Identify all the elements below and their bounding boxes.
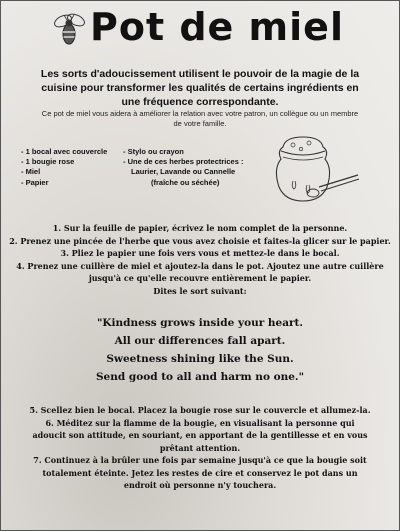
final-steps-section (29, 404, 371, 492)
ingredients-list-right (123, 147, 243, 188)
ingredient-item: - 1 bougie rose (21, 157, 75, 167)
honey-jar-icon (263, 129, 363, 209)
step-1: 1. Sur la feuille de papier, écrivez le nom complet de la personne. (52, 223, 348, 233)
step-7: 7. Continuez à la brûler une fois par semaine jusqu'à ce que la bougie soit totalement éteinte. Jetez les restes de cire et conservez le pot dans un endroit où personne n'y touchera. (33, 455, 367, 490)
step-2: 2. Prenez une pincée de l'herbe que vous avez choisie et faites-la glicer sur le papier. (9, 235, 391, 246)
step-6: 6. Méditez sur la flamme de la bougie, en visualisant la personne qui adoucit son attitude, en souriant, en apportant de la gentillesse et en vous prêtant attention. (32, 417, 368, 453)
spell-text (1, 314, 399, 386)
spell-intro: Dites le sort suivant: (153, 285, 247, 296)
step-4: 4. Prenez une cuillère de miel et ajoutez-la dans le pot. Ajoutez une autre cuillère jusqu'à ce qu'elle recouvre entièrement le papier. (16, 260, 384, 283)
spell-line: Send good to all and harm no one." (95, 371, 305, 383)
spell-line: All our differences fall apart. (114, 335, 286, 347)
ingredient-item: - Stylo ou crayon (123, 147, 184, 156)
subintro-text: Ce pot de miel vous aidera à améliorer la relation avec votre patron, un collègue ou un membre de votre famille. (41, 109, 359, 128)
ingredient-item: - Miel (21, 167, 41, 177)
ingredient-item: (fraîche ou séchée) (151, 177, 220, 187)
ingredients-list-left (21, 147, 107, 188)
spell-line: "Kindness grows inside your heart. (96, 317, 304, 329)
ingredient-item: Laurier, Lavande ou Cannelle (131, 167, 236, 177)
intro-text: Les sorts d'adoucissement utilisent le pouvoir de la magie de la cuisine pour transformer les qualités de certains ingrédients en une fréquence correspondante. (40, 68, 360, 108)
ingredient-item: - 1 bocal avec couvercle (21, 147, 108, 156)
steps-section (1, 222, 399, 297)
ingredient-item: - Une de ces herbes protectrices : (123, 157, 244, 167)
spell-line: Sweetness shining like the Sun. (106, 353, 294, 365)
step-5: 5. Scellez bien le bocal. Placez la bougie rose sur le couvercle et allumez-la. (29, 405, 371, 415)
ingredient-item: - Papier (21, 177, 49, 187)
page-title: Pot de miel (90, 5, 344, 49)
step-3: 3. Pliez le papier une fois vers vous et mettez-le dans le bocal. (60, 248, 340, 258)
